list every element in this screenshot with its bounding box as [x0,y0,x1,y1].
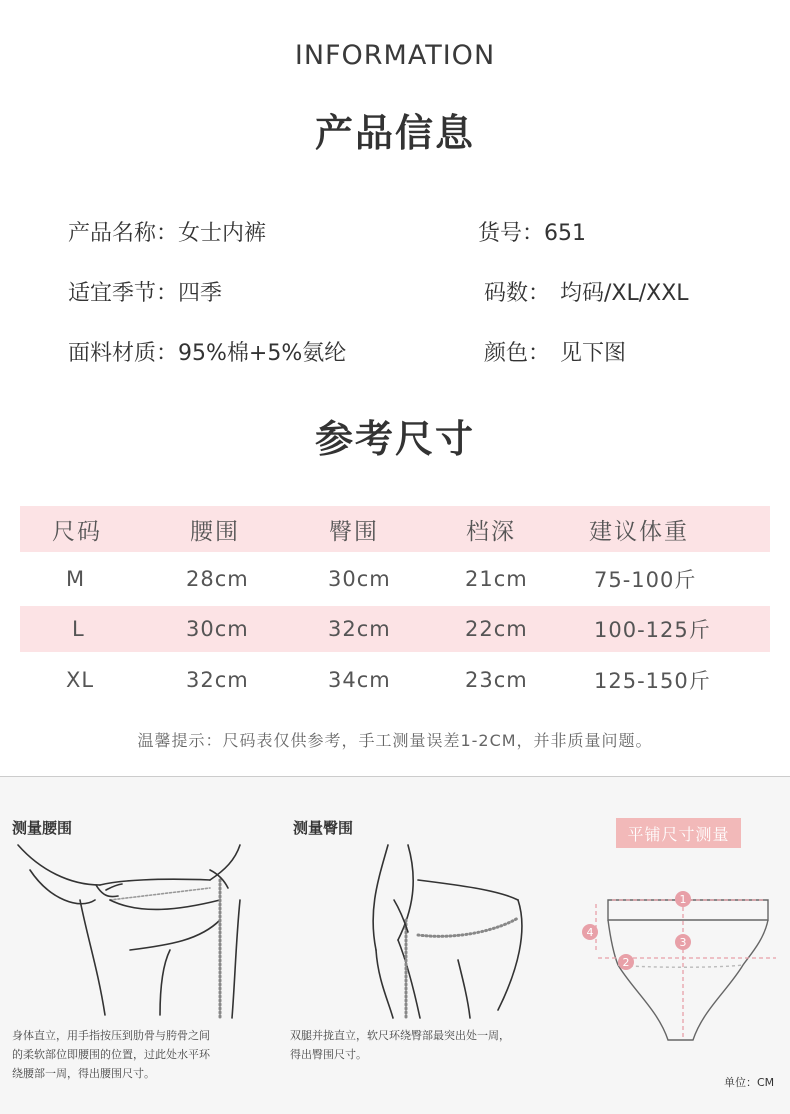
product-material [68,336,346,367]
cell-size: XL [66,668,95,692]
table-header-row [20,506,770,552]
color-label: 颜色： [484,341,551,366]
cell-hip: 32cm [328,617,391,641]
cell-rise: 23cm [465,668,528,692]
info-title-en: INFORMATION [294,40,496,71]
waist-measure-title: 测量腰围 [12,819,73,837]
hip-measure-title: 测量臀围 [293,819,354,837]
cell-size: M [66,567,86,591]
season-value: 四季 [178,281,223,306]
product-name-label: 产品名称： [68,221,179,246]
cell-hip: 30cm [328,567,391,591]
header-size: 尺码 [52,518,102,545]
marker-2-label: 2 [622,956,630,969]
size-note: 温馨提示：尺码表仅供参考，手工测量误差1-2CM，并非质量问题。 [137,731,653,750]
cell-size: L [72,617,85,641]
unit-label: 单位：CM [724,1076,775,1089]
cell-waist: 28cm [186,567,249,591]
product-size [484,276,689,307]
cell-weight: 75-100斤 [594,568,697,592]
hip-figure-illustration [358,840,538,1020]
cell-weight: 100-125斤 [594,618,711,642]
marker-1-label: 1 [679,893,687,906]
waist-measure-description [12,1026,210,1083]
size-section-title: 参考尺寸 [314,417,475,461]
table-row [20,552,770,606]
cell-waist: 30cm [186,617,249,641]
table-row [20,652,770,708]
size-value: 均码/XL/XXL [560,281,689,306]
flat-measure-badge: 平铺尺寸测量 [616,818,741,848]
cell-rise: 21cm [465,567,528,591]
product-name [68,216,266,247]
header-hip: 臀围 [329,518,379,545]
header-rise: 档深 [466,518,516,545]
color-value: 见下图 [560,341,627,366]
product-color [484,336,626,367]
table-row [20,606,770,652]
cell-weight: 125-150斤 [594,669,711,693]
size-label: 码数： [484,281,551,306]
hip-measure-description [290,1026,510,1064]
material-value: 95%棉+5%氨纶 [178,341,347,366]
sku-value: 651 [544,221,587,246]
header-waist: 腰围 [190,518,240,545]
material-label: 面料材质： [68,341,179,366]
hip-desc-line: 得出臀围尺寸。 [290,1048,367,1061]
waist-desc-line: 身体直立，用手指按压到肋骨与胯骨之间 [12,1029,210,1042]
cell-hip: 34cm [328,668,391,692]
size-table [20,506,770,708]
product-season [68,276,222,307]
sku-label: 货号： [478,221,545,246]
flat-panty-diagram [578,880,778,1050]
cell-waist: 32cm [186,668,249,692]
header-weight: 建议体重 [589,518,689,545]
waist-figure-illustration [10,840,270,1020]
product-sku [478,216,586,247]
info-title-cn: 产品信息 [314,111,475,155]
hip-desc-line: 双腿并拢直立，软尺环绕臀部最突出处一周， [290,1029,510,1042]
waist-desc-line: 的柔软部位即腰围的位置，过此处水平环 [12,1048,210,1061]
waist-desc-line: 绕腰部一周，得出腰围尺寸。 [12,1067,155,1080]
marker-3-label: 3 [679,936,687,949]
season-label: 适宜季节： [68,281,179,306]
cell-rise: 22cm [465,617,528,641]
product-name-value: 女士内裤 [178,221,267,246]
marker-4-label: 4 [586,926,594,939]
